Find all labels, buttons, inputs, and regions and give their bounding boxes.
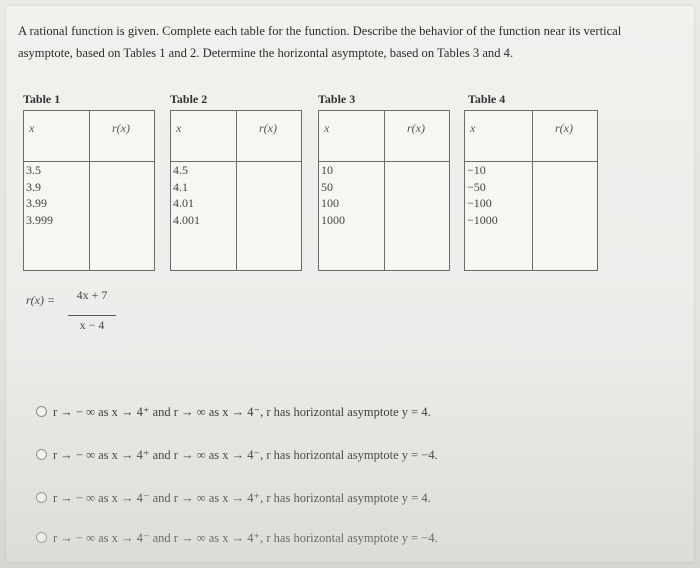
answer-option-3[interactable] <box>36 490 431 506</box>
table-2-x-value: 4.01 <box>173 196 194 210</box>
table-3-x-value: 50 <box>321 179 333 194</box>
table-4-x-column <box>465 162 533 271</box>
table-3-x-header: x <box>319 111 385 162</box>
table-3-x-column <box>319 162 385 271</box>
table-2 <box>170 110 302 271</box>
radio-button-icon[interactable] <box>36 492 47 503</box>
function-denominator: x − 4 <box>79 318 105 332</box>
table-2-x-header: x <box>171 111 237 162</box>
answer-option-1[interactable] <box>36 404 431 420</box>
radio-button-icon[interactable] <box>36 532 47 543</box>
table-3-x-value: 1000 <box>321 212 345 227</box>
table-3-title: Table 3 <box>318 92 356 106</box>
table-4-x-value: −50 <box>467 179 486 194</box>
table-1-x-header: x <box>24 111 90 162</box>
table-2-fx-header: r(x) <box>237 111 302 162</box>
table-3-x-value: 10 <box>321 163 333 177</box>
table-3-fx-input[interactable] <box>385 162 450 271</box>
function-lhs: r(x) = <box>26 293 56 307</box>
radio-button-icon[interactable] <box>36 406 47 417</box>
table-1-x-value: 3.99 <box>26 196 47 210</box>
table-1-fx-header: r(x) <box>90 111 155 162</box>
table-4-x-header: x <box>465 111 533 162</box>
table-2-x-column <box>171 162 237 271</box>
table-2-x-value: 4.001 <box>173 212 200 227</box>
table-2-title: Table 2 <box>170 92 208 106</box>
question-prompt: A rational function is given. Complete each table for the function. Describe the behavior of the function near its vertical asymptote, based on Tables 1 and 2. Determine the horizontal asymptote, based on Tables 3 and 4. <box>18 24 622 60</box>
table-2-x-value: 4.1 <box>173 179 188 194</box>
answer-option-2[interactable] <box>36 447 438 463</box>
table-4-fx-input[interactable] <box>533 162 598 271</box>
answer-option-4[interactable] <box>36 530 438 546</box>
table-2-fx-input[interactable] <box>237 162 302 271</box>
fraction-bar <box>68 315 116 316</box>
table-2-x-value: 4.5 <box>173 163 188 177</box>
table-4-x-value: −1000 <box>467 212 498 227</box>
answer-option-4-text: r → − ∞ as x → 4⁻ and r → ∞ as x → 4⁺, r has horizontal asymptote y = −4. <box>53 531 438 545</box>
table-3 <box>318 110 450 271</box>
table-4 <box>464 110 598 271</box>
table-4-fx-header: r(x) <box>533 111 598 162</box>
function-numerator: 4x + 7 <box>76 288 108 302</box>
answer-option-3-text: r → − ∞ as x → 4⁻ and r → ∞ as x → 4⁺, r has horizontal asymptote y = 4. <box>53 491 431 505</box>
table-1-title: Table 1 <box>23 92 61 106</box>
table-4-x-value: −10 <box>467 163 486 177</box>
table-3-fx-header: r(x) <box>385 111 450 162</box>
table-4-x-value: −100 <box>467 196 492 210</box>
table-1 <box>23 110 155 271</box>
table-1-x-value: 3.999 <box>26 212 53 227</box>
question-card <box>6 6 694 562</box>
table-1-x-column <box>24 162 90 271</box>
answer-option-2-text: r → − ∞ as x → 4⁺ and r → ∞ as x → 4⁻, r has horizontal asymptote y = −4. <box>53 448 438 462</box>
table-3-x-value: 100 <box>321 196 339 210</box>
table-4-title: Table 4 <box>468 92 506 106</box>
table-1-fx-input[interactable] <box>90 162 155 271</box>
radio-button-icon[interactable] <box>36 449 47 460</box>
table-1-x-value: 3.5 <box>26 163 41 177</box>
answer-option-1-text: r → − ∞ as x → 4⁺ and r → ∞ as x → 4⁻, r has horizontal asymptote y = 4. <box>53 405 431 419</box>
table-1-x-value: 3.9 <box>26 179 41 194</box>
